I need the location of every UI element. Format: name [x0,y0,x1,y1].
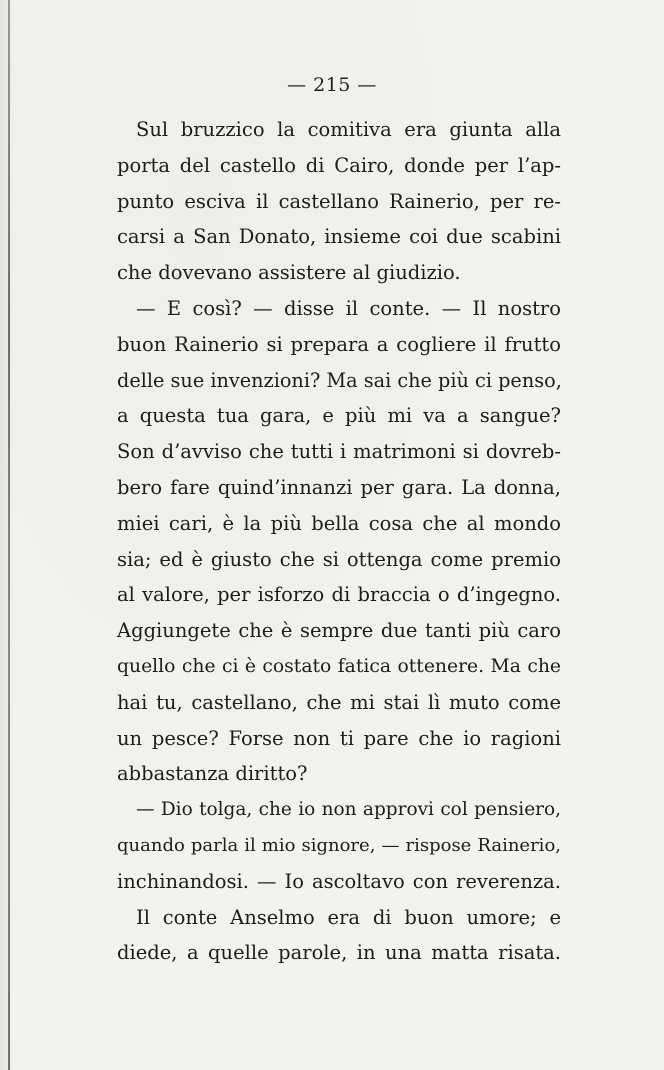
body-text [117,112,561,971]
text-line: buon Rainerio si prepara a cogliere il frutto [117,332,561,356]
text-line: — Dio tolga, che io non approvi col pensiero, [136,799,561,821]
paragraph [117,112,561,291]
paragraph [117,792,561,899]
paragraph [117,900,561,972]
page-binding-edge [8,0,10,1070]
binding-shadow [0,0,14,1070]
text-line: Il conte Anselmo era di buon umore; e [136,905,561,929]
text-line: al valore, per isforzo di braccia o d’ingegno. [117,583,561,607]
text-line: un pesce? Forse non ti pare che io ragioni [117,726,561,750]
text-line: quello che ci è costato fatica ottenere. Ma che [117,655,561,677]
text-line: sia; ed è giusto che si ottenga come premio [117,547,561,571]
text-line: Son d’avviso che tutti i matrimoni si dovreb- [117,440,561,464]
paragraph [117,291,561,792]
text-line: quando parla il mio signore, — rispose Rainerio, [117,834,561,856]
text-line: a questa tua gara, e più mi va a sangue? [117,404,561,428]
page-number: — 215 — [287,74,377,96]
text-line: miei cari, è la più bella cosa che al mondo [117,511,561,535]
text-line: — E così? — disse il conte. — Il nostro [136,296,561,320]
text-line: Sul bruzzico la comitiva era giunta alla [136,118,561,141]
text-line: carsi a San Donato, insieme coi due scabini [117,225,561,249]
text-line: inchinandosi. — Io ascoltavo con reverenza. [117,869,561,893]
text-line: hai tu, castellano, che mi stai lì muto come [117,690,561,714]
text-line: delle sue invenzioni? Ma sai che più ci penso, [117,368,562,392]
text-line: diede, a quelle parole, in una matta risata. [117,941,561,965]
text-line: abbastanza diritto? [117,762,308,786]
text-line: che dovevano assistere al giudizio. [117,261,461,285]
text-line: bero fare quind’innanzi per gara. La donna, [117,475,561,499]
text-line: punto esciva il castellano Rainerio, per re- [117,189,561,213]
text-line: porta del castello di Cairo, donde per l’ap- [117,153,561,177]
text-line: Aggiungete che è sempre due tanti più caro [117,619,561,643]
